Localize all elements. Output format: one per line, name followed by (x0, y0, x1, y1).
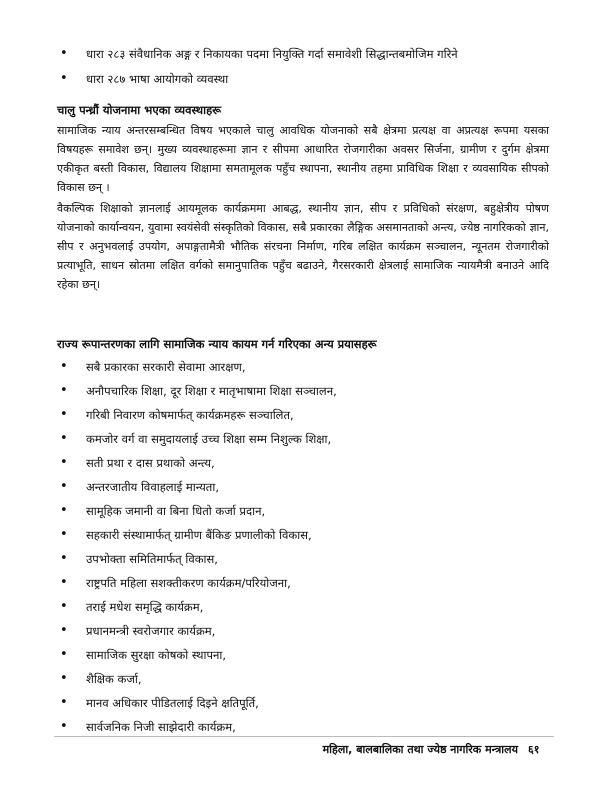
footer-divider (54, 736, 554, 737)
list-item: • मानव अधिकार पीडितलाई दिइने क्षतिपूर्ति, (54, 696, 554, 720)
list-item: • उपभोक्ता समितिमार्फत् विकास, (54, 552, 554, 576)
top-bullet-list (54, 47, 554, 97)
paragraph: सामाजिक न्याय अन्तरसम्बन्धित विषय भएकाले चालु आवधिक योजनाको सबै क्षेत्रमा प्रत्यक्ष वा अप्रत्यक्ष रूपमा यसका विषयहरू समावेश छन्। मुख्य व्यवस्थाहरूमा ज्ञान र सीपमा आधारित रोजगारीका अवसर सिर्जना, ग्रामीण र दुर्गम क्षेत्रमा एकीकृत बस्ती विकास, विद्यालय शिक्षामा समतामूलक पहुँच स्थापना, स्थानीय तहमा प्राविधिक शिक्षा र व्यवसायिक सीपको विकास छन् । (57, 124, 549, 194)
page-number: ६१ (528, 743, 540, 756)
section-heading-other-efforts: राज्य रूपान्तरणका लागि सामाजिक न्याय कायम गर्न गरिएका अन्य प्रयासहरू (57, 337, 377, 351)
list-item: • सती प्रथा र दास प्रथाको अन्त्य, (54, 456, 554, 480)
list-item: • अन्तरजातीय विवाहलाई मान्यता, (54, 480, 554, 504)
list-item: • राष्ट्रपति महिला सशक्तीकरण कार्यक्रम/परियोजना, (54, 576, 554, 600)
list-item: • धारा २८७ भाषा आयोगको व्यवस्था (54, 72, 554, 97)
list-item: • तराई मधेश समृद्धि कार्यक्रम, (54, 600, 554, 624)
list-item: • गरिबी निवारण कोषमार्फत् कार्यक्रमहरू सञ्चालित, (54, 408, 554, 432)
list-item: • सार्वजनिक निजी साझेदारी कार्यक्रम, (54, 720, 554, 744)
list-item: • सहकारी संस्थामार्फत् ग्रामीण बैंकिङ प्रणालीको विकास, (54, 528, 554, 552)
list-item: • धारा २८३ संवैधानिक अङ्ग र निकायका पदमा नियुक्ति गर्दा समावेशी सिद्धान्तबमोजिम गरिने (54, 47, 554, 72)
list-item: • कमजोर वर्ग वा समुदायलाई उच्च शिक्षा सम्म निशुल्क शिक्षा, (54, 432, 554, 456)
list-item: • अनौपचारिक शिक्षा, दूर शिक्षा र मातृभाषामा शिक्षा सञ्चालन, (54, 384, 554, 408)
list-item: • शैक्षिक कर्जा, (54, 672, 554, 696)
list-item: • प्रधानमन्त्री स्वरोजगार कार्यक्रम, (54, 624, 554, 648)
list-item: • सबै प्रकारका सरकारी सेवामा आरक्षण, (54, 360, 554, 384)
list-item: • सामाजिक सुरक्षा कोषको स्थापना, (54, 648, 554, 672)
paragraph: वैकल्पिक शिक्षाको ज्ञानलाई आयमूलक कार्यक्रममा आबद्ध, स्थानीय ज्ञान, सीप र प्रविधिको संरक्षण, बहुक्षेत्रीय पोषण योजनाको कार्यान्वयन, युवामा स्वयंसेवी संस्कृतिको विकास, सबै प्रकारका लैङ्गिक असमानताको अन्त्य, ज्येष्ठ नागरिकको ज्ञान, सीप र अनुभवलाई उपयोग, अपाङ्गतामैत्री भौतिक संरचना निर्माण, गरिब लक्षित कार्यक्रम सञ्चालन, न्यूनतम रोजगारीको प्रत्याभूति, साधन स्रोतमा लक्षित वर्गको समानुपातिक पहुँच बढाउने, गैरसरकारी क्षेत्रलाई सामाजिक न्यायमैत्री बनाउने आदि रहेका छन्। (57, 202, 549, 291)
footer-ministry-name: महिला, बालबालिका तथा ज्येष्ठ नागरिक मन्त्रालय (322, 743, 518, 756)
section-heading-plan: चालु पन्ध्रौं योजनामा भएका व्यवस्थाहरू (57, 103, 222, 117)
list-item: • सामूहिक जमानी वा बिना धितो कर्जा प्रदान, (54, 504, 554, 528)
efforts-list (54, 360, 554, 744)
